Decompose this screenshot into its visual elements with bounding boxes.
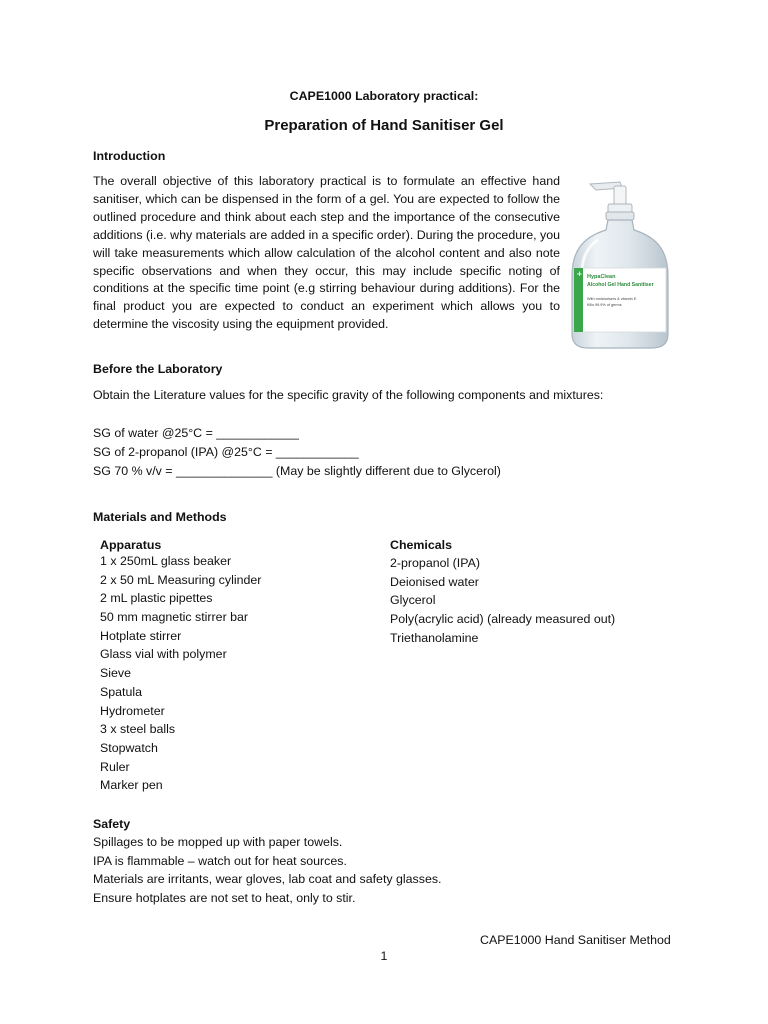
bottle-line2-text: Kills 99.9% of germs: [587, 303, 622, 307]
svg-text:+: +: [576, 270, 583, 278]
bottle-brand-text: HypaClean: [587, 274, 616, 280]
sg-70-line: SG 70 % v/v = ______________ (May be slightly different due to Glycerol): [93, 464, 501, 478]
list-item: Glass vial with polymer: [100, 647, 227, 662]
list-item: 2 mL plastic pipettes: [100, 591, 213, 606]
page-number: 1: [380, 949, 388, 963]
footer-document-name: CAPE1000 Hand Sanitiser Method: [480, 933, 671, 947]
introduction-paragraph: The overall objective of this laboratory practical is to formulate an effective hand sanitiser, which can be dispensed in the form of a gel. You are expected to follow the outlined procedure and think about each step and the importance of the consecutive additions (i.e. why materials are added in a specific order). During the procedure, you will take measurements which allow calculation of the alcohol content and also note specific observations and when they occur, this may include specific noting of conditions at the specific time point (e.g stirring behaviour during additions). For the final product you are expected to conduct an experiment which allows you to determine the viscosity using the equipment provided.: [93, 174, 560, 332]
list-item: Triethanolamine: [390, 630, 479, 645]
materials-heading: Materials and Methods: [93, 510, 227, 524]
sanitiser-bottle-image: [568, 176, 672, 351]
sg-water-line: SG of water @25°C = ____________: [93, 426, 299, 440]
bottle-product-text: Alcohol Gel Hand Sanitiser: [587, 282, 654, 288]
list-item: Poly(acrylic acid) (already measured out): [390, 612, 616, 627]
list-item: Hydrometer: [100, 703, 165, 718]
list-item: Hotplate stirrer: [100, 628, 182, 643]
list-item: Spatula: [100, 684, 143, 699]
list-item: 2 x 50 mL Measuring cylinder: [100, 572, 262, 587]
apparatus-list: [100, 552, 261, 795]
page-title: Preparation of Hand Sanitiser Gel: [264, 117, 504, 134]
list-item: 50 mm magnetic stirrer bar: [100, 610, 249, 625]
list-item: Ruler: [100, 759, 130, 774]
before-lab-heading: Before the Laboratory: [93, 362, 223, 376]
list-item: Glycerol: [390, 593, 436, 608]
before-lab-instruction: Obtain the Literature values for the specific gravity of the following components and mixtures:: [93, 388, 604, 402]
list-item: Stopwatch: [100, 740, 158, 755]
list-item: IPA is flammable – watch out for heat sources.: [93, 853, 347, 868]
chemicals-heading: Chemicals: [390, 538, 452, 552]
safety-list: [93, 833, 441, 908]
list-item: 1 x 250mL glass beaker: [100, 554, 232, 568]
apparatus-heading: Apparatus: [100, 538, 162, 552]
list-item: 2-propanol (IPA): [390, 556, 480, 570]
list-item: Deionised water: [390, 574, 479, 589]
bottle-line1-text: With moisturisers & vitamin E: [587, 297, 637, 301]
list-item: Marker pen: [100, 778, 163, 793]
list-item: Spillages to be mopped up with paper towels.: [93, 835, 343, 849]
course-title: CAPE1000 Laboratory practical:: [289, 89, 479, 103]
safety-heading: Safety: [93, 817, 131, 831]
list-item: Materials are irritants, wear gloves, lab coat and safety glasses.: [93, 872, 442, 887]
list-item: 3 x steel balls: [100, 722, 176, 737]
sg-ipa-line: SG of 2-propanol (IPA) @25°C = ____________: [93, 445, 359, 459]
list-item: Ensure hotplates are not set to heat, only to stir.: [93, 891, 356, 906]
list-item: Sieve: [100, 666, 131, 681]
introduction-heading: Introduction: [93, 149, 166, 163]
chemicals-list: [390, 554, 615, 647]
